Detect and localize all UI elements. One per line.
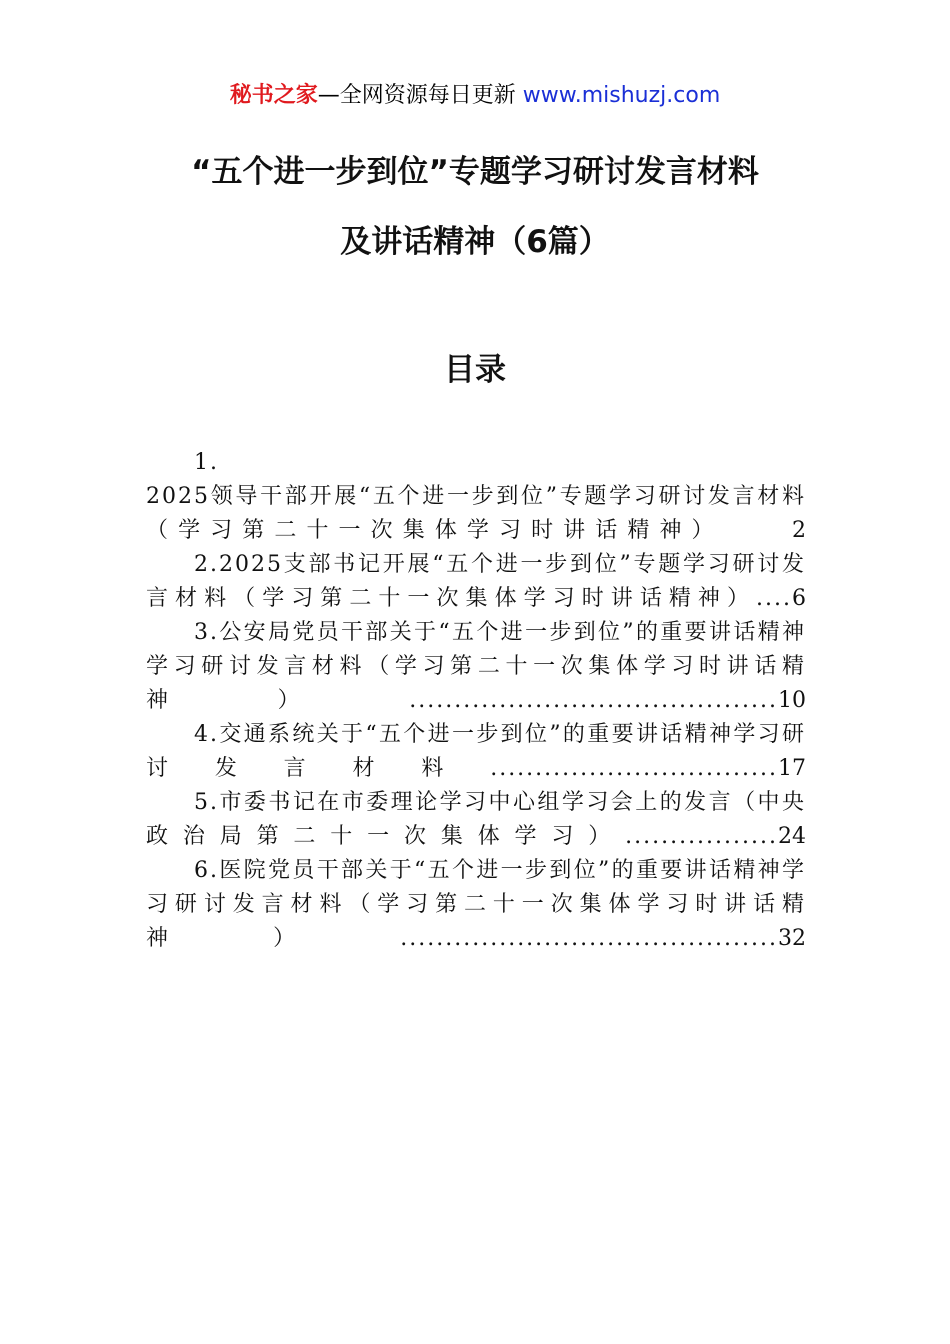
toc-entry-page: 10 [778,688,806,713]
toc-entry-number: 6. [194,858,219,883]
toc-entry-number: 4. [194,722,219,747]
toc-entry-4[interactable] [146,718,806,786]
toc-entry-number: 5. [194,790,219,815]
toc-entry-page: 17 [778,756,806,781]
toc-entry-text: 医院党员干部关于“五个进一步到位”的重要讲话精神学习研讨发言材料（学习第二十一次集体学习时讲话精神）.......................................... [146,858,806,951]
table-of-contents [146,446,806,956]
document-title-line-2: 及讲话精神（6篇） [340,224,610,260]
toc-entry-page: 32 [778,926,806,951]
toc-entry-3[interactable] [146,616,806,718]
toc-entry-text: 市委书记在市委理论学习中心组学习会上的发言（中央政治局第二十一次集体学习）................. [146,790,806,849]
toc-entry-page: 6 [792,586,806,611]
toc-entry-page: 24 [778,824,806,849]
toc-entry-text: 公安局党员干部关于“五个进一步到位”的重要讲话精神学习研讨发言材料（学习第二十一次集体学习时讲话精神）......................................... [146,620,806,713]
toc-heading: 目录 [444,352,506,388]
toc-entry-number: 3. [194,620,219,645]
toc-entry-text: 2025支部书记开展“五个进一步到位”专题学习研讨发言材料（学习第二十一次集体学习时讲话精神）.... [146,552,806,611]
site-url-link[interactable]: www.mishuzj.com [522,83,721,108]
toc-entry-text: 交通系统关于“五个进一步到位”的重要讲话精神学习研讨发言材料................................ [146,722,806,781]
header-slogan: 全网资源每日更新 [339,83,516,108]
toc-entry-5[interactable] [146,786,806,854]
toc-entry-6[interactable] [146,854,806,956]
toc-entry-number: 2. [194,552,219,577]
site-header [0,82,950,110]
toc-entry-number: 1. [194,450,219,475]
toc-entry-2[interactable] [146,548,806,616]
brand-name: 秘书之家 [229,83,318,108]
header-dash: — [317,83,340,108]
toc-entry-text: 2025领导干部开展“五个进一步到位”专题学习研讨发言材料（学习第二十一次集体学习时讲话精神） [146,484,806,543]
document-title-line-1: “五个进一步到位”专题学习研讨发言材料 [191,154,759,190]
toc-entry-1[interactable] [146,446,806,548]
toc-entry-page: 2 [791,518,806,543]
